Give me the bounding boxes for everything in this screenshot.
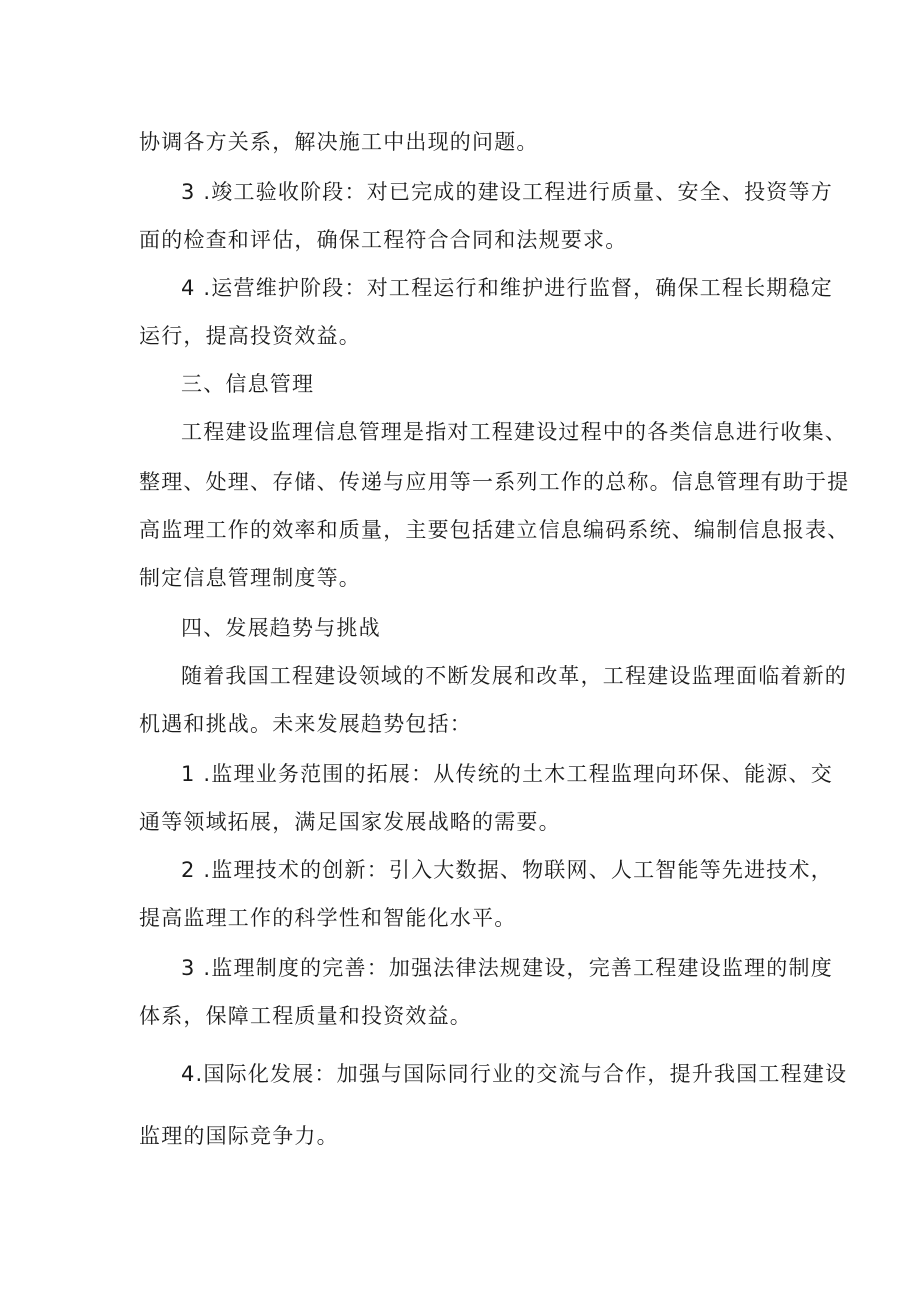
paragraph-line: 随着我国工程建设领域的不断发展和改革，工程建设监理面临着新的 [181, 664, 847, 688]
text-line: 高监理工作的效率和质量，主要包括建立信息编码系统、编制信息报表、 [139, 518, 850, 542]
list-item-heading: 1 .监理业务范围的拓展：从传统的土木工程监理向环保、能源、交 [181, 762, 833, 786]
list-item-heading: 3 .监理制度的完善：加强法律法规建设，完善工程建设监理的制度 [181, 956, 833, 980]
list-item-heading: 2 .监理技术的创新：引入大数据、物联网、人工智能等先进技术， [181, 858, 833, 882]
text-line: 协调各方关系，解决施工中出现的问题。 [139, 130, 539, 154]
text-line: 面的检查和评估，确保工程符合合同和法规要求。 [139, 228, 628, 252]
text-line: 通等领域拓展，满足国家发展战略的需要。 [139, 810, 561, 834]
section-heading: 四、发展趋势与挑战 [181, 616, 381, 640]
list-item-heading: 4.国际化发展：加强与国际同行业的交流与合作，提升我国工程建设 [181, 1062, 848, 1086]
paragraph-line: 工程建设监理信息管理是指对工程建设过程中的各类信息进行收集、 [181, 420, 847, 444]
list-item-heading: 3 .竣工验收阶段：对已完成的建设工程进行质量、安全、投资等方 [181, 180, 833, 204]
text-line: 机遇和挑战。未来发展趋势包括： [139, 712, 472, 736]
text-line: 体系，保障工程质量和投资效益。 [139, 1004, 472, 1028]
text-line: 制定信息管理制度等。 [139, 566, 361, 590]
section-heading: 三、信息管理 [181, 372, 315, 396]
text-line: 提高监理工作的科学性和智能化水平。 [139, 906, 517, 930]
list-item-heading: 4 .运营维护阶段：对工程运行和维护进行监督，确保工程长期稳定 [181, 276, 833, 300]
text-line: 监理的国际竞争力。 [139, 1124, 339, 1148]
text-line: 整理、处理、存储、传递与应用等一系列工作的总称。信息管理有助于提 [139, 470, 850, 494]
text-line: 运行，提高投资效益。 [139, 324, 361, 348]
